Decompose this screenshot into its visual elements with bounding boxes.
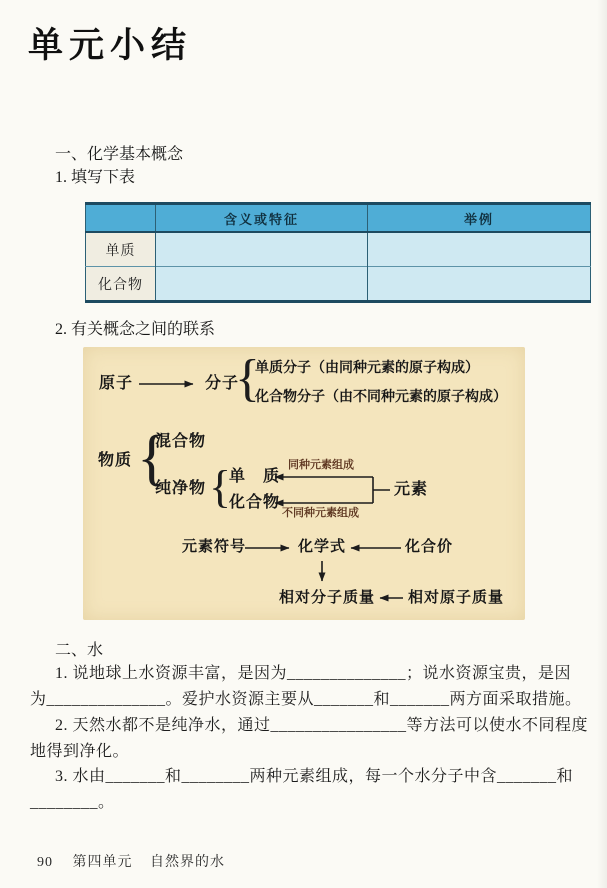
relative-atomic-mass-node: 相对原子质量 — [408, 590, 505, 606]
different-element-note: 不同种元素组成 — [282, 507, 359, 519]
water-question-2-line-2: 地得到净化。 — [30, 743, 130, 760]
table-header-row — [86, 204, 591, 233]
water-question-1-line-2: 为______________。爱护水资源主要从_______和_______两方面采取措施。 — [30, 691, 582, 708]
cell-compound-meaning — [156, 267, 368, 302]
cell-simple-substance-example — [368, 232, 591, 267]
page-footer — [37, 851, 225, 871]
compound-node: 化合物 — [229, 494, 281, 511]
row-label-compound: 化合物 — [86, 267, 156, 302]
mixture-node: 混合物 — [155, 433, 207, 450]
simple-molecule-text: 单质分子（由同种元素的原子构成） — [255, 361, 479, 376]
table-header-example: 举例 — [368, 204, 591, 233]
page-edge-shadow — [597, 0, 607, 888]
chemical-formula-node: 化学式 — [298, 539, 347, 555]
water-question-2-line-1: 2. 天然水都不是纯净水，通过________________等方法可以使水不同程度 — [55, 717, 589, 734]
valence-node: 化合价 — [405, 539, 454, 555]
footer-page-number: 90 — [37, 855, 53, 870]
row-label-simple-substance: 单质 — [86, 232, 156, 267]
water-question-1-line-1: 1. 说地球上水资源丰富，是因为______________；说水资源宝贵，是因 — [55, 665, 572, 682]
same-element-note: 同种元素组成 — [288, 459, 354, 471]
concept-relations-label: 2. 有关概念之间的联系 — [55, 321, 216, 338]
footer-unit-label: 第四单元 — [72, 855, 133, 870]
matter-node: 物质 — [98, 452, 133, 469]
compound-molecule-text: 化合物分子（由不同种元素的原子构成） — [255, 390, 507, 405]
pure-substance-brace: { — [209, 461, 232, 512]
water-question-3-line-1: 3. 水由_______和________两种元素组成，每一个水分子中含_______和 — [55, 768, 574, 785]
simple-substance-node: 单 质 — [229, 468, 281, 485]
water-section-heading: 二、水 — [55, 642, 104, 659]
fill-table-label: 1. 填写下表 — [55, 169, 136, 186]
element-symbol-node: 元素符号 — [182, 539, 247, 555]
cell-simple-substance-meaning — [156, 232, 368, 267]
relative-molecular-mass-node: 相对分子质量 — [279, 590, 376, 606]
pure-substance-node: 纯净物 — [155, 480, 207, 497]
atom-node: 原子 — [99, 375, 134, 392]
water-question-3-line-2: ________。 — [30, 794, 115, 811]
table-row — [86, 232, 591, 267]
cell-compound-example — [368, 267, 591, 302]
element-node: 元素 — [394, 481, 429, 498]
section1-heading: 一、化学基本概念 — [55, 146, 184, 163]
molecule-brace: { — [235, 350, 260, 407]
table-header-meaning: 含义或特征 — [156, 204, 368, 233]
molecule-node: 分子 — [205, 375, 240, 392]
table-header-blank — [86, 204, 156, 233]
concepts-table — [85, 202, 591, 303]
matter-brace: { — [137, 424, 167, 492]
page-title: 单元小结 — [28, 26, 193, 65]
concept-diagram — [83, 347, 525, 620]
footer-unit-title: 自然界的水 — [150, 855, 225, 870]
table-row — [86, 267, 591, 302]
